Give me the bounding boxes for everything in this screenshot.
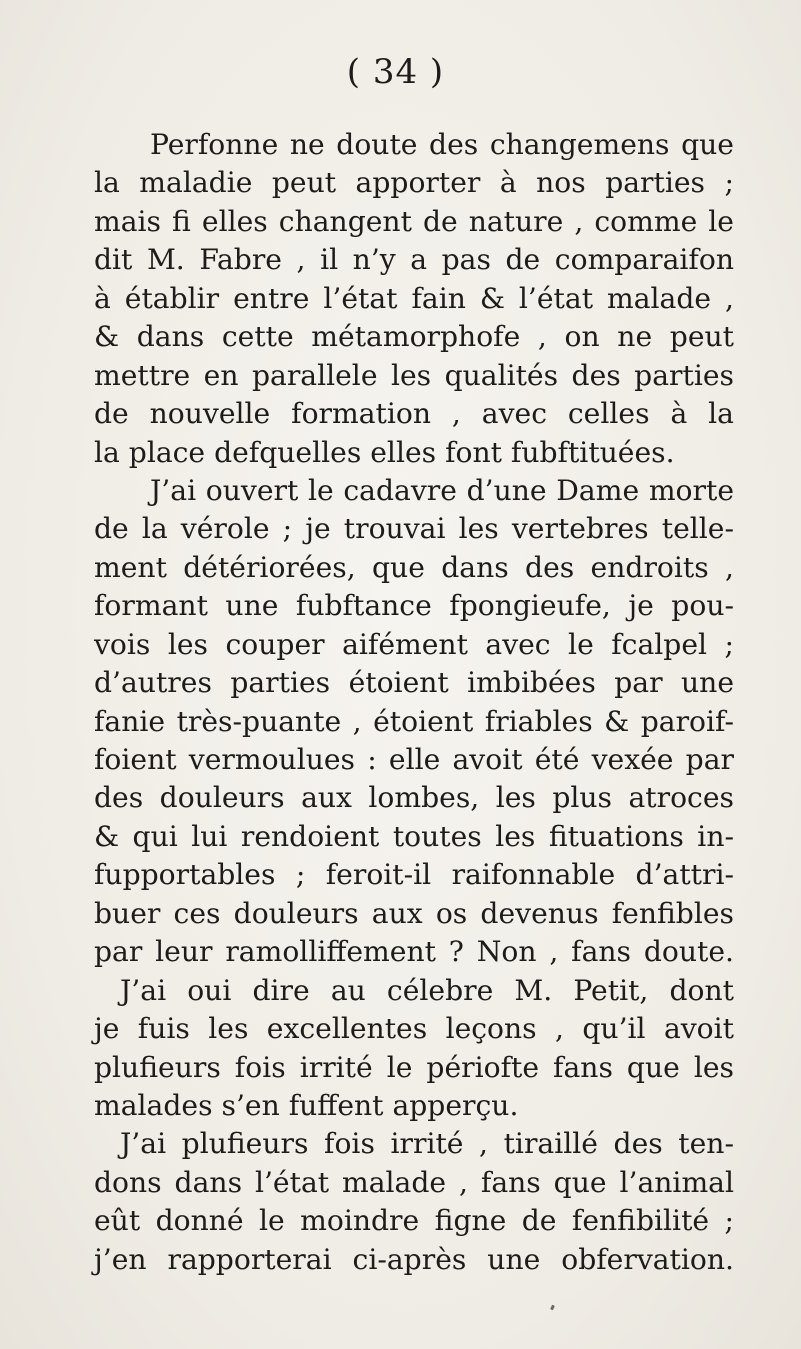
body-text — [94, 126, 734, 1279]
text-line: & qui lui rendoient toutes les fituations in- — [94, 819, 734, 853]
text-line: dons dans l’état malade , fans que l’animal — [94, 1165, 734, 1199]
text-line: j’en rapporterai ci-après une obfervation. — [94, 1242, 734, 1276]
text-line: par leur ramolliffement ? Non , fans doute. — [94, 935, 734, 969]
ink-speck — [550, 1305, 555, 1311]
text-line: J’ai oui dire au célebre M. Petit, dont — [120, 973, 734, 1007]
text-line: la maladie peut apporter à nos parties ; — [94, 166, 734, 200]
text-line: foient vermoulues : elle avoit été vexée par — [94, 743, 734, 776]
text-line: mettre en parallele les qualités des parties — [94, 358, 734, 392]
text-line: & dans cette métamorphofe , on ne peut — [94, 320, 734, 354]
text-line: ment détériorées, que dans des endroits , — [94, 550, 734, 584]
text-line: formant une fubftance fpongieufe, je pou- — [94, 589, 734, 623]
text-line: mais fi elles changent de nature , comme le — [94, 204, 734, 238]
text-line: buer ces douleurs aux os devenus fenfibles — [94, 896, 734, 930]
text-line: fupportables ; feroit-il raifonnable d’attri- — [94, 858, 734, 892]
text-line: je fuis les excellentes leçons , qu’il avoit — [94, 1012, 734, 1046]
text-line: d’autres parties étoient imbibées par une — [94, 666, 734, 700]
text-line: la place defquelles elles font fubftituées. — [94, 435, 675, 469]
text-line: à établir entre l’état fain & l’état malade , — [94, 281, 734, 315]
text-line: eût donné le moindre figne de fenfibilité ; — [94, 1204, 734, 1238]
text-line: de la vérole ; je trouvai les vertebres telle- — [94, 512, 734, 546]
text-line: malades s’en fuffent apperçu. — [94, 1088, 519, 1122]
text-line: des douleurs aux lombes, les plus atroces — [94, 781, 734, 815]
text-line: fanie très-puante , étoient friables & paroif- — [94, 704, 734, 738]
text-line: J’ai ouvert le cadavre d’une Dame morte — [150, 473, 734, 507]
text-line: de nouvelle formation , avec celles à la — [94, 397, 734, 431]
text-line: plufieurs fois irrité le périofte fans que les — [94, 1050, 734, 1084]
text-line: J’ai plufieurs fois irrité , tiraillé des ten- — [120, 1127, 734, 1161]
text-line: vois les couper aifément avec le fcalpel ; — [94, 627, 734, 661]
page-number: ( 34 ) — [346, 52, 445, 92]
text-line: Perfonne ne doute des changemens que — [150, 128, 734, 161]
text-line: dit M. Fabre , il n’y a pas de comparaifon — [94, 243, 734, 277]
